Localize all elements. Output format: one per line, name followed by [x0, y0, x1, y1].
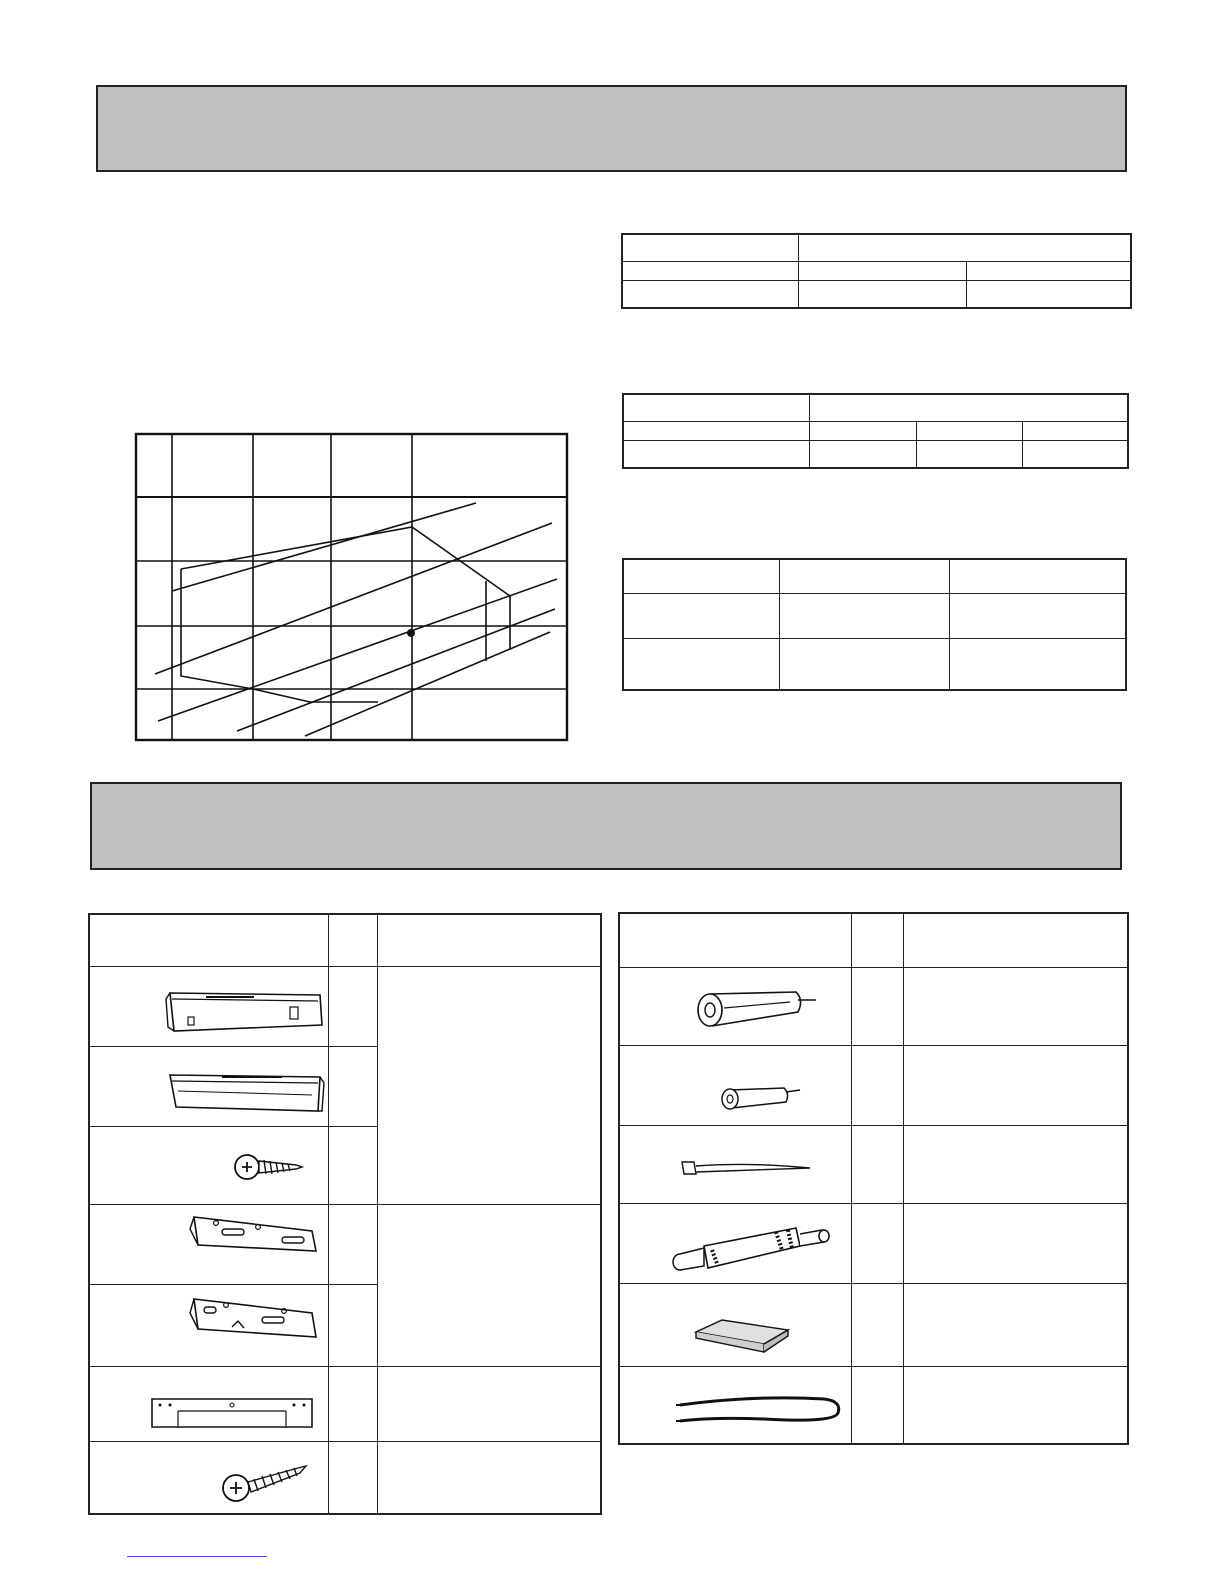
table-cell [949, 559, 1126, 593]
accessories-table-right [618, 912, 1129, 1445]
accessories-table-left [88, 913, 602, 1515]
table-cell [798, 262, 966, 281]
table-row [619, 967, 1128, 1045]
table-cell [809, 440, 916, 468]
table-row [89, 1441, 601, 1514]
table-cell [623, 638, 779, 690]
table-header-row [619, 913, 1128, 967]
table-row [619, 1283, 1128, 1366]
table-row [623, 440, 1128, 468]
table-cell [328, 1366, 377, 1441]
table-cell [328, 1441, 377, 1514]
table-cell [1022, 440, 1128, 468]
mounting-bracket-a-icon [186, 1211, 326, 1261]
table-cell [619, 913, 851, 967]
table-cell [798, 280, 966, 308]
table-cell [851, 913, 903, 967]
part-illustration-cell [619, 1366, 851, 1444]
table-cell [328, 1204, 377, 1284]
table-cell [851, 1366, 903, 1444]
diagram-operating-envelope [181, 527, 510, 702]
part-illustration-cell [89, 1126, 328, 1204]
table-cell [851, 1125, 903, 1203]
insulation-pipe-small-icon [718, 1082, 808, 1116]
table-row [623, 394, 1128, 422]
table-cell [916, 422, 1022, 441]
table-row [623, 593, 1126, 638]
spec-table-1 [621, 233, 1132, 309]
diagram-diagonal-lines [155, 503, 557, 736]
table-cell [809, 394, 1128, 422]
table-cell [903, 1125, 1128, 1203]
table-row [89, 1366, 601, 1441]
section-banner-2 [90, 782, 1122, 870]
table-header-row [89, 914, 601, 966]
part-illustration-cell [89, 1284, 328, 1366]
table-cell [328, 1284, 377, 1366]
tapping-screw-icon [230, 1147, 310, 1187]
table-row [89, 1204, 601, 1284]
table-cell [966, 280, 1131, 308]
table-row [619, 1125, 1128, 1203]
part-illustration-cell [619, 1125, 851, 1203]
table-row [619, 1203, 1128, 1283]
part-illustration-cell [619, 1203, 851, 1283]
table-row [622, 234, 1131, 262]
table-cell [903, 1283, 1128, 1366]
table-cell [377, 1366, 601, 1441]
part-illustration-cell [619, 1045, 851, 1125]
table-row [619, 1366, 1128, 1444]
table-cell [623, 440, 809, 468]
installation-plate-left-icon [162, 985, 332, 1037]
table-cell [89, 914, 328, 966]
part-illustration-cell [619, 967, 851, 1045]
cord-icon [674, 1393, 844, 1427]
table-cell [966, 262, 1131, 281]
table-cell [328, 1126, 377, 1204]
table-cell [623, 593, 779, 638]
table-row [622, 262, 1131, 281]
table-cell [851, 1283, 903, 1366]
spec-table-3 [622, 558, 1127, 691]
part-illustration-cell [89, 966, 328, 1046]
table-row [623, 559, 1126, 593]
table-cell [622, 262, 798, 281]
table-cell [623, 422, 809, 441]
table-cell [851, 1203, 903, 1283]
table-cell [377, 1441, 601, 1514]
footer-link-underline[interactable] [127, 1556, 267, 1557]
part-illustration-cell [89, 1204, 328, 1284]
installation-plate-right-icon [162, 1067, 332, 1117]
table-cell [377, 914, 601, 966]
table-cell [851, 1045, 903, 1125]
table-cell [779, 638, 949, 690]
flexible-hose-icon [664, 1222, 834, 1274]
table-cell [949, 593, 1126, 638]
cable-tie-icon [678, 1156, 818, 1180]
diagram-rated-point-marker [407, 629, 415, 637]
table-row [623, 638, 1126, 690]
part-illustration-cell [89, 1366, 328, 1441]
table-cell [377, 1204, 601, 1366]
diagram-frame [136, 434, 567, 740]
table-cell [328, 1046, 377, 1126]
table-cell [916, 440, 1022, 468]
table-cell [903, 1366, 1128, 1444]
table-cell [328, 914, 377, 966]
table-cell [623, 394, 809, 422]
table-cell [851, 967, 903, 1045]
table-cell [798, 234, 1131, 262]
table-cell [779, 559, 949, 593]
part-illustration-cell [89, 1441, 328, 1514]
table-cell [949, 638, 1126, 690]
table-cell [623, 559, 779, 593]
table-cell [903, 1045, 1128, 1125]
table-row [619, 1045, 1128, 1125]
table-cell [903, 1203, 1128, 1283]
part-illustration-cell [619, 1283, 851, 1366]
spec-table-2 [622, 393, 1129, 469]
table-cell [809, 422, 916, 441]
table-row [623, 422, 1128, 441]
table-cell [622, 280, 798, 308]
table-cell [622, 234, 798, 262]
felt-pad-icon [692, 1316, 792, 1358]
table-cell [779, 593, 949, 638]
table-cell [377, 966, 601, 1204]
flat-bracket-icon [148, 1395, 318, 1431]
large-screw-icon [218, 1456, 314, 1506]
table-row [89, 966, 601, 1046]
table-cell [328, 966, 377, 1046]
part-illustration-cell [89, 1046, 328, 1126]
insulation-pipe-large-icon [692, 986, 822, 1032]
table-cell [903, 967, 1128, 1045]
table-cell [1022, 422, 1128, 441]
section-banner-1 [96, 85, 1127, 172]
table-cell [903, 913, 1128, 967]
table-row [622, 280, 1131, 308]
mounting-bracket-b-icon [186, 1291, 326, 1347]
